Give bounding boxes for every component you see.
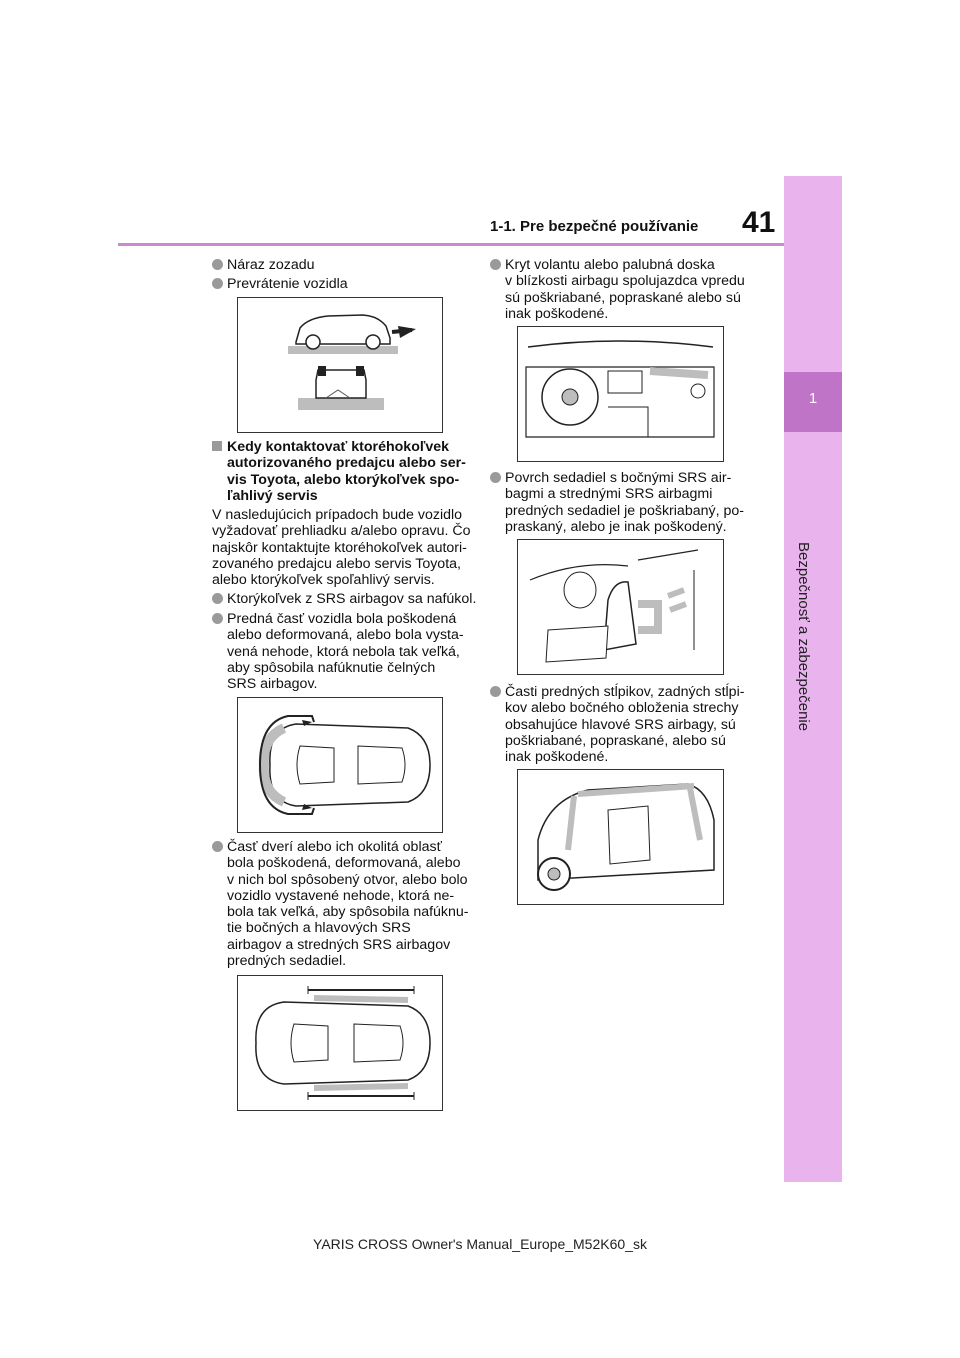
bullet-doors-damaged: Časť dverí alebo ich okolitá oblasť bola poškodená, deformovaná, alebo v nich bol spôsobený otvor, alebo bolo vozidlo vystavené nehode, ktorá ne- bola tak veľká, aby spôsobila nafúknu- tie bočných a hlavových SRS airbagov a stredných SRS airbagov predných sedadiel. — [212, 839, 469, 969]
bullet-pillars: Časti predných stĺpikov, zadných stĺpi- kov alebo bočného obloženia strechy obsahujúce hlavové SRS airbagy, sú poškriabané, popraskané, alebo sú inak poškodené. — [490, 684, 744, 765]
bullet-wheel-cover: Kryt volantu alebo palubná doska v blízkosti airbagu spolujazdca vpredu sú poškriabané, popraskané alebo sú inak poškodené. — [490, 257, 745, 322]
car-topview-front-illustration — [238, 698, 442, 832]
circle-bullet-icon — [212, 259, 223, 270]
figure-front-damage — [237, 697, 443, 833]
figure-dashboard — [517, 326, 724, 462]
footer-manual-id: YARIS CROSS Owner's Manual_Europe_M52K60_sk — [313, 1236, 647, 1252]
figure-door-damage — [237, 975, 443, 1111]
seats-illustration — [518, 540, 723, 674]
circle-bullet-icon — [212, 593, 223, 604]
circle-bullet-icon — [490, 472, 501, 483]
page-number: 41 — [742, 206, 776, 239]
chapter-side-tab — [784, 176, 842, 1182]
intro-paragraph: V nasledujúcich prípadoch bude vozidlo vyžadovať prehliadku a/alebo opravu. Čo najskôr kontaktujte ktoréhokoľvek autori- zovaného predajcu alebo servis Toyota, alebo ktorýkoľvek spoľahlivý servis. — [212, 507, 471, 589]
chapter-title: Bezpečnosť a zabezpečenie — [795, 542, 812, 732]
circle-bullet-icon — [490, 686, 501, 697]
figure-pillars-roof — [517, 769, 724, 905]
figure-rear-impact-rollover — [237, 297, 443, 433]
circle-bullet-icon — [490, 259, 501, 270]
section-heading-contact-dealer: Kedy kontaktovať ktoréhokoľvek autorizovaného predajcu alebo ser- vis Toyota, alebo ktorýkoľvek spo- ľahlivý servis — [212, 439, 466, 504]
circle-bullet-icon — [212, 841, 223, 852]
pillars-illustration — [518, 770, 723, 904]
bullet-front-damaged: Predná časť vozidla bola poškodená alebo deformovaná, alebo bola vysta- vená nehode, ktorá nebola tak veľká, aby spôsobila nafúknutie čelných SRS airbagov. — [212, 611, 464, 692]
bullet-srs-inflated: Ktorýkoľvek z SRS airbagov sa nafúkol. — [212, 591, 476, 607]
bullet-rear-impact: Náraz zozadu — [212, 257, 315, 273]
square-heading-icon — [212, 441, 222, 451]
circle-bullet-icon — [212, 278, 223, 289]
chapter-number: 1 — [808, 390, 818, 407]
bullet-seat-surface: Povrch sedadiel s bočnými SRS air- bagmi a strednými SRS airbagmi predných sedadiel je poškriabaný, po- praskaný, alebo je inak poškodený. — [490, 470, 744, 535]
bullet-rollover: Prevrátenie vozidla — [212, 276, 348, 292]
dashboard-illustration — [518, 327, 723, 461]
header-rule — [118, 243, 784, 246]
section-title: 1-1. Pre bezpečné používanie — [490, 218, 699, 235]
car-impact-illustration — [238, 298, 442, 432]
figure-front-seats — [517, 539, 724, 675]
circle-bullet-icon — [212, 613, 223, 624]
car-topview-doors-illustration — [238, 976, 442, 1110]
